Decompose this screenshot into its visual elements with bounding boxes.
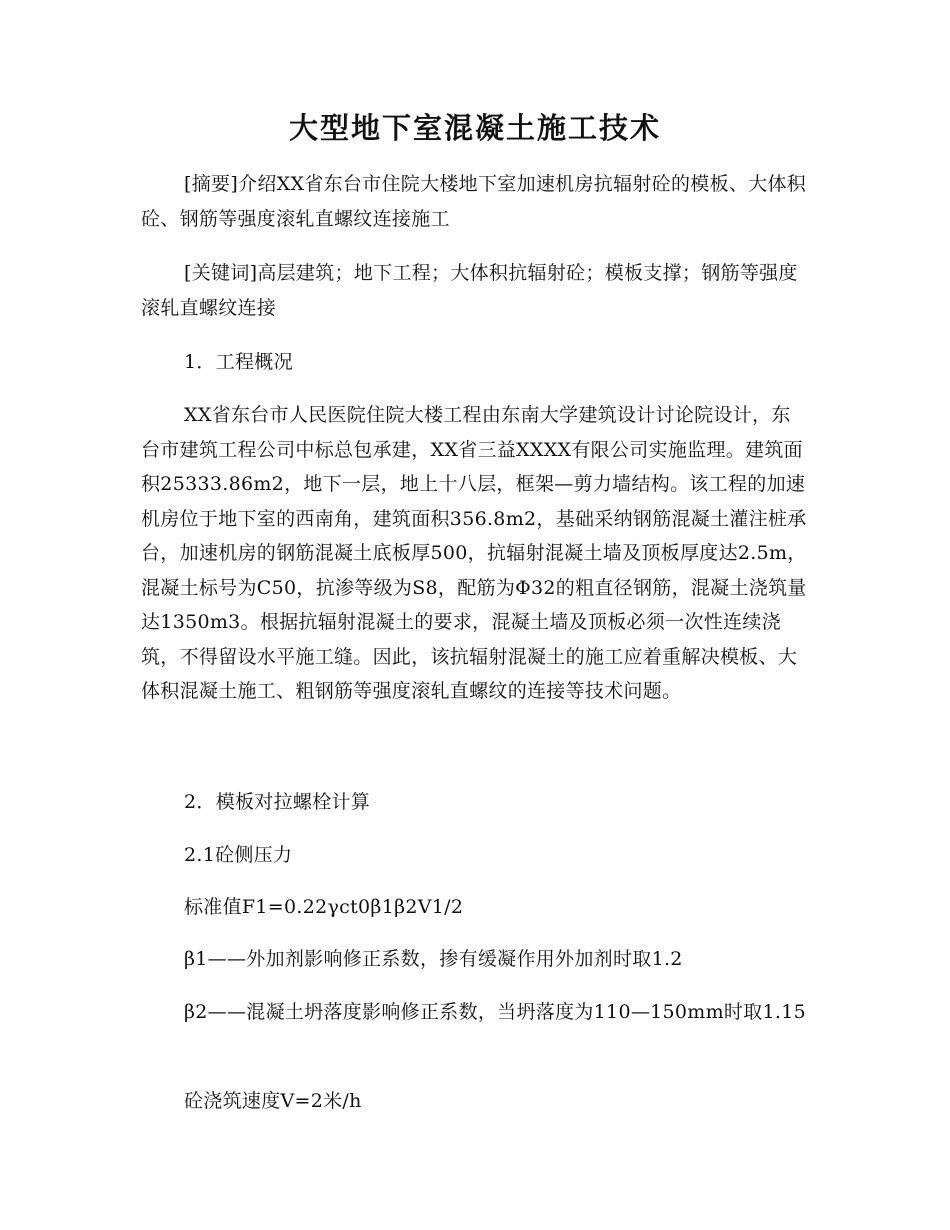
abstract-paragraph: [摘要]介绍XX省东台市住院大楼地下室加速机房抗辐射砼的模板、大体积砼、钢筋等强度滚轧直螺纹连接施工 [141, 173, 807, 230]
section-1-heading: 1．工程概况 [184, 351, 293, 373]
keywords-paragraph: [关键词]高层建筑；地下工程；大体积抗辐射砼；模板支撑；钢筋等强度滚轧直螺纹连接 [141, 262, 798, 319]
beta1-line: β1——外加剂影响修正系数，掺有缓凝作用外加剂时取1.2 [184, 948, 683, 970]
pour-speed-line: 砼浇筑速度V=2米/h [184, 1090, 362, 1112]
section-1-body: XX省东台市人民医院住院大楼工程由东南大学建筑设计讨论院设计，东台市建筑工程公司中标总包承建，XX省三益XXXX有限公司实施监理。建筑面积25333.86m2，地下一层，地上十八层，框架—剪力墙结构。该工程的加速机房位于地下室的西南角，建筑面积356.8m2，基础采纳钢筋混凝土灌注桩承台，加速机房的钢筋混凝土底板厚500，抗辐射混凝土墙及顶板厚度达2.5m，混凝土标号为C50，抗渗等级为S8，配筋为Φ32的粗直径钢筋，混凝土浇筑量达1350m3。根据抗辐射混凝土的要求，混凝土墙及顶板必须一次性连续浇筑，不得留设水平施工缝。因此，该抗辐射混凝土的施工应着重解决模板、大体积混凝土施工、粗钢筋等强度滚轧直螺纹的连接等技术问题。 [141, 404, 807, 702]
section-2-heading: 2．模板对拉螺栓计算 [184, 791, 371, 813]
formula-line: 标准值F1=0.22γct0β1β2V1/2 [184, 896, 464, 918]
document-title: 大型地下室混凝土施工技术 [288, 111, 661, 145]
section-2-1-heading: 2.1砼侧压力 [184, 844, 293, 866]
beta2-line: β2——混凝土坍落度影响修正系数，当坍落度为110—150mm时取1.15 [184, 1001, 807, 1023]
